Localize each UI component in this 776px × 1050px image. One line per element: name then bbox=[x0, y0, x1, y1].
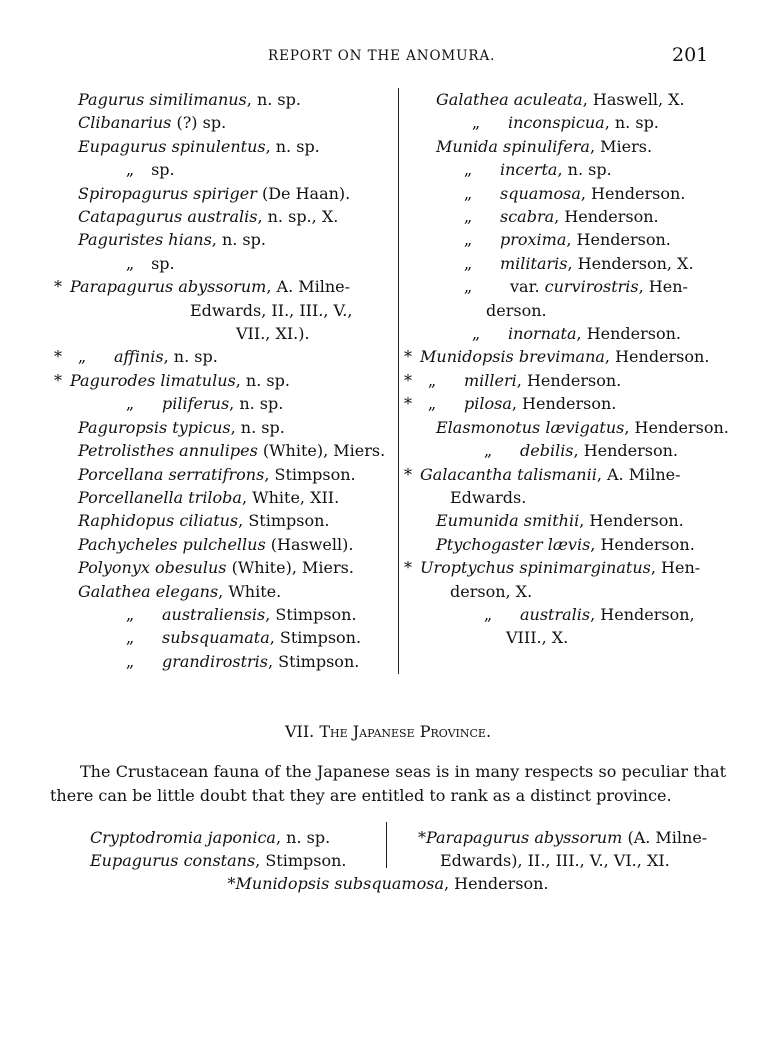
species-authority: , n. sp. bbox=[265, 136, 320, 156]
species-name: Petrolisthes annulipes bbox=[78, 441, 258, 461]
species-entry bbox=[412, 603, 732, 650]
species-entry bbox=[70, 486, 388, 509]
species-name: incerta bbox=[500, 160, 558, 180]
entry-continuation: derson. bbox=[486, 300, 547, 320]
species-name: piliferus bbox=[162, 394, 230, 414]
species-name: Pachycheles pulchellus bbox=[78, 534, 266, 554]
species-name: australiensis bbox=[162, 604, 266, 624]
species-authority: , White. bbox=[218, 581, 282, 601]
species-entry bbox=[404, 369, 732, 392]
species-name: Elasmonotus lævigatus bbox=[436, 417, 625, 437]
species-authority: , Henderson. bbox=[576, 324, 682, 344]
species-name: Galathea aculeata bbox=[436, 90, 583, 109]
species-name: Porcellana serratifrons bbox=[78, 464, 265, 484]
ditto-mark: „ bbox=[427, 370, 437, 390]
species-authority: , n. sp. bbox=[246, 90, 301, 109]
species-authority: , Henderson, X. bbox=[567, 253, 694, 273]
species-name: inconspicua bbox=[508, 113, 605, 133]
species-name: Paguropsis typicus bbox=[78, 417, 231, 437]
species-authority: , Stimpson. bbox=[265, 604, 357, 624]
japanese-list-footer bbox=[0, 872, 776, 895]
species-entry bbox=[70, 111, 388, 134]
species-name: curvirostris bbox=[544, 277, 639, 297]
entry-continuation: VIII., X. bbox=[506, 628, 569, 648]
species-entry bbox=[70, 135, 388, 158]
species-entry bbox=[70, 182, 388, 205]
ditto-mark: „ bbox=[463, 277, 473, 297]
japanese-list-divider bbox=[386, 822, 387, 868]
species-authority: , A. Milne- bbox=[596, 464, 681, 484]
section-numeral: VII. bbox=[284, 722, 315, 741]
species-authority: , Stimpson. bbox=[269, 628, 362, 648]
ditto-mark: „ bbox=[125, 604, 135, 624]
species-name: Parapagurus abyssorum bbox=[426, 828, 623, 847]
species-entry bbox=[412, 228, 732, 251]
species-entry bbox=[412, 205, 732, 228]
section-heading bbox=[0, 722, 776, 741]
species-entry bbox=[412, 509, 732, 532]
species-name: Eupagurus spinulentus bbox=[78, 136, 266, 156]
species-name: Cryptodromia japonica bbox=[90, 828, 276, 847]
species-authority: , n. sp. bbox=[604, 113, 659, 133]
species-authority: (A. Milne- bbox=[622, 828, 708, 847]
species-authority: , Haswell, X. bbox=[582, 90, 685, 109]
species-entry bbox=[70, 580, 388, 603]
species-name: inornata bbox=[508, 324, 577, 344]
species-entry bbox=[412, 252, 732, 275]
species-authority: VII., XI.). bbox=[236, 324, 310, 344]
species-entry bbox=[70, 416, 388, 439]
species-entry bbox=[70, 88, 388, 111]
species-authority: (Haswell). bbox=[265, 534, 354, 554]
asterisk-mark: * bbox=[404, 347, 412, 367]
ditto-mark: „ bbox=[463, 230, 473, 250]
ditto-mark: „ bbox=[125, 394, 135, 414]
asterisk-mark: * bbox=[404, 558, 412, 578]
species-authority: , Stimpson. bbox=[264, 464, 356, 484]
species-entry bbox=[70, 228, 388, 251]
species-name: Galacantha talismanii bbox=[420, 464, 597, 484]
species-name: pilosa bbox=[464, 394, 512, 414]
asterisk-mark: * bbox=[227, 874, 236, 893]
species-name: Pagurodes limatulus bbox=[70, 370, 236, 390]
species-name: debilis bbox=[520, 441, 574, 461]
species-authority: , Stimpson. bbox=[255, 851, 347, 870]
species-name: Spiropagurus spiriger bbox=[78, 183, 257, 203]
species-entry bbox=[412, 111, 732, 134]
species-entry bbox=[70, 556, 388, 579]
species-authority: sp. bbox=[146, 160, 175, 180]
list-item bbox=[0, 872, 776, 895]
species-name: Polyonyx obesulus bbox=[78, 558, 227, 578]
species-name: Ptychogaster lævis bbox=[436, 534, 591, 554]
species-name: Eupagurus constans bbox=[90, 851, 256, 870]
species-entry bbox=[70, 158, 388, 181]
ditto-mark: „ bbox=[471, 113, 481, 133]
species-authority: , Henderson. bbox=[573, 441, 679, 461]
species-authority: (White), Miers. bbox=[257, 441, 386, 461]
species-authority: , Henderson. bbox=[590, 534, 695, 554]
species-name: Clibanarius bbox=[78, 113, 172, 133]
species-entry bbox=[404, 392, 732, 415]
species-name: Paguristes hians bbox=[78, 230, 212, 250]
species-authority: , Henderson. bbox=[443, 874, 549, 893]
species-authority: , A. Milne- bbox=[266, 277, 351, 297]
species-entry bbox=[412, 182, 732, 205]
variety-prefix: var. bbox=[510, 277, 545, 297]
species-entry bbox=[404, 556, 732, 603]
species-name: australis bbox=[520, 604, 591, 624]
ditto-mark: „ bbox=[125, 253, 135, 273]
list-item bbox=[90, 826, 380, 849]
species-entry bbox=[412, 416, 732, 439]
species-authority: , n. sp. bbox=[235, 370, 290, 390]
species-entry bbox=[54, 275, 388, 322]
species-name: Parapagurus abyssorum bbox=[70, 277, 267, 297]
species-name: Porcellanella triloba bbox=[78, 487, 242, 507]
ditto-mark: „ bbox=[463, 183, 473, 203]
list-item bbox=[90, 849, 380, 872]
asterisk-mark: * bbox=[404, 370, 412, 390]
species-entry bbox=[54, 345, 388, 368]
species-authority: , n. sp. bbox=[229, 394, 284, 414]
species-authority: , Henderson, bbox=[590, 604, 695, 624]
ditto-mark: „ bbox=[463, 207, 473, 227]
species-authority: (?) sp. bbox=[171, 113, 227, 133]
ditto-mark: „ bbox=[125, 628, 135, 648]
ditto-mark: „ bbox=[427, 394, 437, 414]
species-name: Munida spinulifera bbox=[436, 136, 590, 156]
ditto-mark: „ bbox=[463, 160, 473, 180]
species-name: Pagurus similimanus bbox=[78, 90, 247, 109]
species-authority: , Stimpson. bbox=[238, 511, 330, 531]
species-entry bbox=[412, 88, 732, 111]
species-authority: , Henderson. bbox=[580, 183, 686, 203]
species-name: Uroptychus spinimarginatus bbox=[420, 558, 651, 578]
species-authority: , Hen- bbox=[638, 277, 688, 297]
species-name: proxima bbox=[500, 230, 567, 250]
column-divider bbox=[398, 88, 399, 674]
species-entry bbox=[70, 205, 388, 228]
ditto-mark: „ bbox=[471, 324, 481, 344]
species-entry bbox=[70, 626, 388, 649]
entry-continuation: Edwards. bbox=[450, 487, 527, 507]
species-authority: , Henderson. bbox=[579, 511, 684, 531]
species-authority: (White), Miers. bbox=[226, 558, 354, 578]
species-entry bbox=[70, 509, 388, 532]
species-name: scabra bbox=[500, 207, 555, 227]
species-entry bbox=[70, 603, 388, 626]
species-authority: , Henderson. bbox=[516, 370, 622, 390]
species-authority: , Henderson. bbox=[566, 230, 671, 250]
species-entry bbox=[412, 275, 732, 322]
entry-continuation: Edwards, II., III., V., bbox=[190, 300, 353, 320]
entry-continuation: derson, X. bbox=[450, 581, 533, 601]
asterisk-mark: * bbox=[54, 277, 62, 297]
ditto-mark: „ bbox=[77, 347, 87, 367]
species-name: Munidopsis subsquamosa bbox=[235, 874, 444, 893]
species-entry bbox=[70, 322, 388, 345]
page-number: 201 bbox=[672, 44, 709, 66]
body-paragraph: The Crustacean fauna of the Japanese seas is in many respects so peculiar that there can be little doubt that they are entitled to rank as a distinct province. bbox=[50, 762, 726, 805]
left-species-column bbox=[54, 88, 388, 673]
running-head: REPORT ON THE ANOMURA. bbox=[268, 48, 496, 64]
species-entry bbox=[70, 463, 388, 486]
list-item-continuation: Edwards), II., III., V., VI., XI. bbox=[440, 851, 670, 870]
ditto-mark: „ bbox=[463, 253, 473, 273]
species-authority: , n. sp. bbox=[275, 828, 331, 847]
ditto-mark: „ bbox=[483, 441, 493, 461]
species-authority: (De Haan). bbox=[256, 183, 351, 203]
section-title: The Japanese Province. bbox=[319, 722, 492, 741]
species-entry bbox=[412, 158, 732, 181]
species-name: milleri bbox=[464, 370, 517, 390]
species-authority: , Henderson. bbox=[604, 347, 710, 367]
species-authority: , Hen- bbox=[650, 558, 701, 578]
species-entry bbox=[412, 135, 732, 158]
species-name: grandirostris bbox=[162, 651, 268, 671]
page-header bbox=[0, 44, 776, 68]
ditto-mark: „ bbox=[125, 651, 135, 671]
species-name: subsquamata bbox=[162, 628, 270, 648]
species-authority: , n. sp., X. bbox=[257, 207, 339, 227]
species-authority: , n. sp. bbox=[163, 347, 218, 367]
ditto-mark: „ bbox=[483, 604, 493, 624]
list-item bbox=[418, 826, 738, 849]
species-authority: , Miers. bbox=[589, 136, 653, 156]
japanese-list-right bbox=[418, 826, 738, 872]
asterisk-mark: * bbox=[54, 370, 62, 390]
species-entry bbox=[412, 439, 732, 462]
species-authority: , Henderson. bbox=[554, 207, 659, 227]
species-entry bbox=[404, 345, 732, 368]
asterisk-mark: * bbox=[54, 347, 62, 367]
species-entry bbox=[70, 533, 388, 556]
species-name: Munidopsis brevimana bbox=[420, 347, 605, 367]
species-name: Catapagurus australis bbox=[78, 207, 258, 227]
species-entry bbox=[404, 463, 732, 510]
species-name: squamosa bbox=[500, 183, 581, 203]
species-entry bbox=[70, 252, 388, 275]
species-authority: , Henderson. bbox=[511, 394, 617, 414]
species-entry bbox=[70, 439, 388, 462]
ditto-mark: „ bbox=[125, 160, 135, 180]
asterisk-mark: * bbox=[404, 394, 412, 414]
species-authority: , Henderson. bbox=[624, 417, 729, 437]
species-authority: sp. bbox=[146, 253, 175, 273]
asterisk-mark: * bbox=[404, 464, 412, 484]
asterisk-mark: * bbox=[418, 828, 426, 847]
species-entry bbox=[70, 650, 388, 673]
species-name: affinis bbox=[114, 347, 164, 367]
species-entry bbox=[412, 322, 732, 345]
species-authority: , n. sp. bbox=[211, 230, 266, 250]
species-name: Galathea elegans bbox=[78, 581, 219, 601]
species-authority: , n. sp. bbox=[230, 417, 285, 437]
species-authority: , Stimpson. bbox=[268, 651, 360, 671]
species-name: Raphidopus ciliatus bbox=[78, 511, 239, 531]
species-name: militaris bbox=[500, 253, 568, 273]
species-name: Eumunida smithii bbox=[436, 511, 580, 531]
species-entry bbox=[412, 533, 732, 556]
species-authority: , White, XII. bbox=[241, 487, 340, 507]
japanese-list-left bbox=[90, 826, 380, 872]
species-authority: , n. sp. bbox=[557, 160, 612, 180]
species-entry bbox=[54, 369, 388, 392]
right-species-column bbox=[404, 88, 732, 650]
species-entry bbox=[70, 392, 388, 415]
